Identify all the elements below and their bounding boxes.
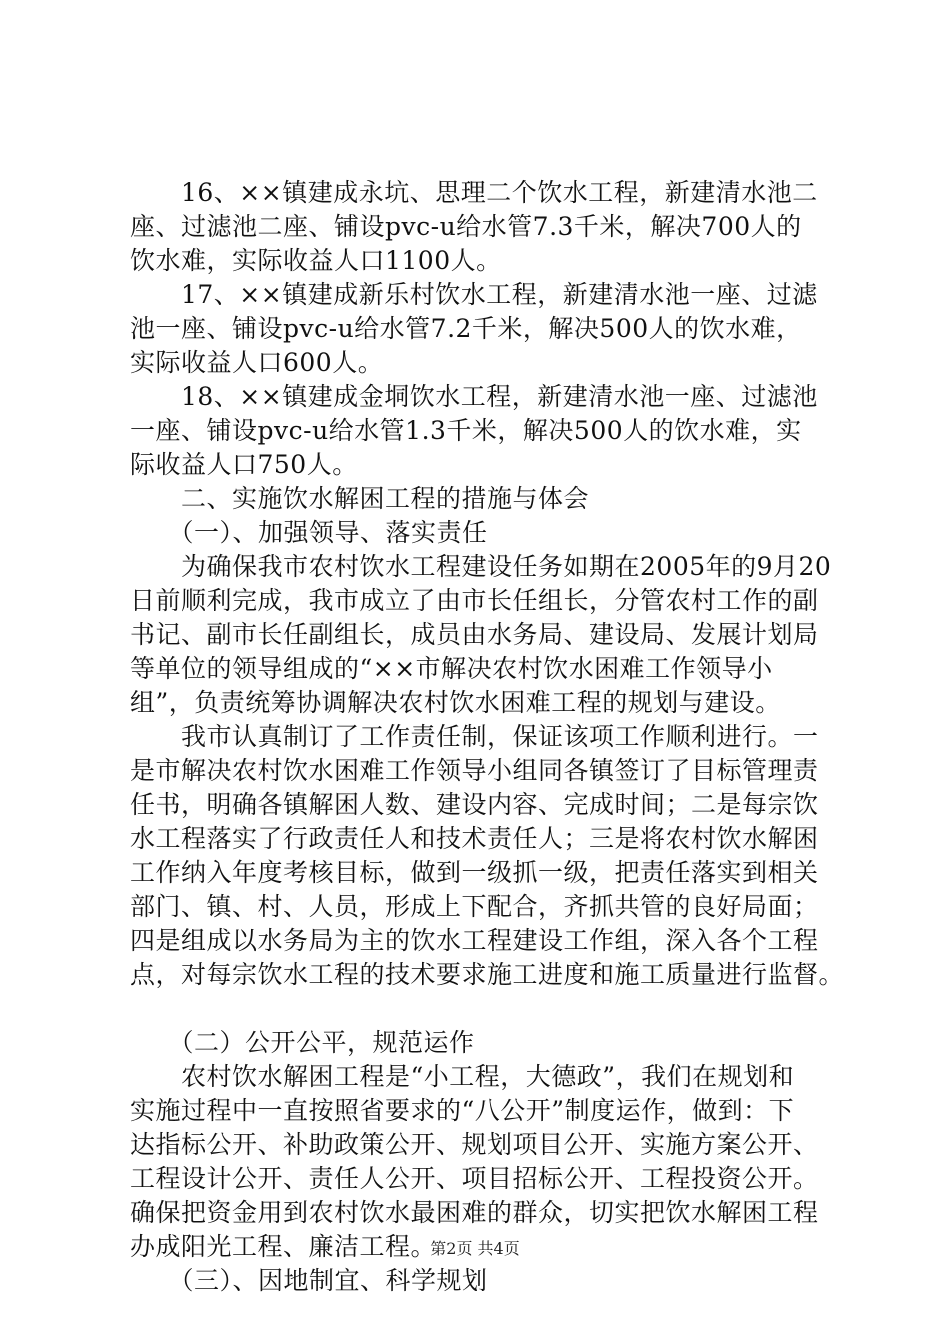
paragraph-p-openness xyxy=(130,1060,850,1264)
paragraph-p-responsibility xyxy=(130,720,850,992)
page-footer: 第2页 共4页 xyxy=(430,1239,520,1258)
text-line: 18、××镇建成金垌饮水工程，新建清水池一座、过滤池 xyxy=(130,382,818,411)
text-line: （二）公开公平，规范运作 xyxy=(130,1028,475,1057)
text-line: 任书，明确各镇解困人数、建设内容、完成时间；二是每宗饮 xyxy=(130,790,819,819)
paragraph-heading-2 xyxy=(130,482,850,516)
text-line: 达指标公开、补助政策公开、规划项目公开、实施方案公开、 xyxy=(130,1130,819,1159)
text-line: 座、过滤池二座、铺设pvc-u给水管7.3千米，解决700人的 xyxy=(130,212,802,241)
text-line: 组”，负责统筹协调解决农村饮水困难工程的规划与建设。 xyxy=(130,688,781,717)
text-line: 四是组成以水务局为主的饮水工程建设工作组，深入各个工程 xyxy=(130,926,819,955)
paragraph-p17 xyxy=(130,278,850,380)
paragraph-p-leadership xyxy=(130,550,850,720)
text-line: （三）、因地制宜、科学规划 xyxy=(130,1266,488,1295)
paragraph-heading-2-1 xyxy=(130,516,850,550)
paragraph-p18 xyxy=(130,380,850,482)
text-line: （一）、加强领导、落实责任 xyxy=(130,518,488,547)
text-line: 际收益人口750人。 xyxy=(130,450,358,479)
text-line: 为确保我市农村饮水工程建设任务如期在2005年的9月20 xyxy=(130,552,832,581)
text-line: 农村饮水解困工程是“小工程，大德政”，我们在规划和 xyxy=(130,1062,795,1091)
paragraph-heading-2-2 xyxy=(130,1026,850,1060)
paragraph-gap xyxy=(130,992,850,1026)
text-line: 办成阳光工程、廉洁工程。 xyxy=(130,1232,437,1261)
text-line: 等单位的领导组成的“××市解决农村饮水困难工作领导小 xyxy=(130,654,773,683)
text-line: 池一座、铺设pvc-u给水管7.2千米，解决500人的饮水难， xyxy=(130,314,802,343)
paragraph-p16 xyxy=(130,176,850,278)
text-line: 确保把资金用到农村饮水最困难的群众，切实把饮水解困工程 xyxy=(130,1198,819,1227)
text-line: 一座、铺设pvc-u给水管1.3千米，解决500人的饮水难，实 xyxy=(130,416,802,445)
paragraph-heading-2-3 xyxy=(130,1264,850,1298)
text-line: 实际收益人口600人。 xyxy=(130,348,384,377)
text-line: 工作纳入年度考核目标，做到一级抓一级，把责任落实到相关 xyxy=(130,858,819,887)
text-line: 工程设计公开、责任人公开、项目招标公开、工程投资公开。 xyxy=(130,1164,819,1193)
text-line: 点，对每宗饮水工程的技术要求施工进度和施工质量进行监督。 xyxy=(130,960,845,989)
text-line: 部门、镇、村、人员，形成上下配合，齐抓共管的良好局面； xyxy=(130,892,819,921)
text-line: 书记、副市长任副组长，成员由水务局、建设局、发展计划局 xyxy=(130,620,819,649)
document-body xyxy=(130,176,850,1298)
text-line: 实施过程中一直按照省要求的“八公开”制度运作，做到：下 xyxy=(130,1096,795,1125)
text-line: 日前顺利完成，我市成立了由市长任组长，分管农村工作的副 xyxy=(130,586,819,615)
text-line: 饮水难，实际收益人口1100人。 xyxy=(130,246,502,275)
text-line: 17、××镇建成新乐村饮水工程，新建清水池一座、过滤 xyxy=(130,280,818,309)
text-line: 水工程落实了行政责任人和技术责任人；三是将农村饮水解困 xyxy=(130,824,819,853)
text-line: 是市解决农村饮水困难工作领导小组同各镇签订了目标管理责 xyxy=(130,756,819,785)
text-line: 我市认真制订了工作责任制，保证该项工作顺利进行。一 xyxy=(130,722,819,751)
text-line: 16、××镇建成永坑、思理二个饮水工程，新建清水池二 xyxy=(130,178,818,207)
text-line: 二、实施饮水解困工程的措施与体会 xyxy=(130,484,590,513)
